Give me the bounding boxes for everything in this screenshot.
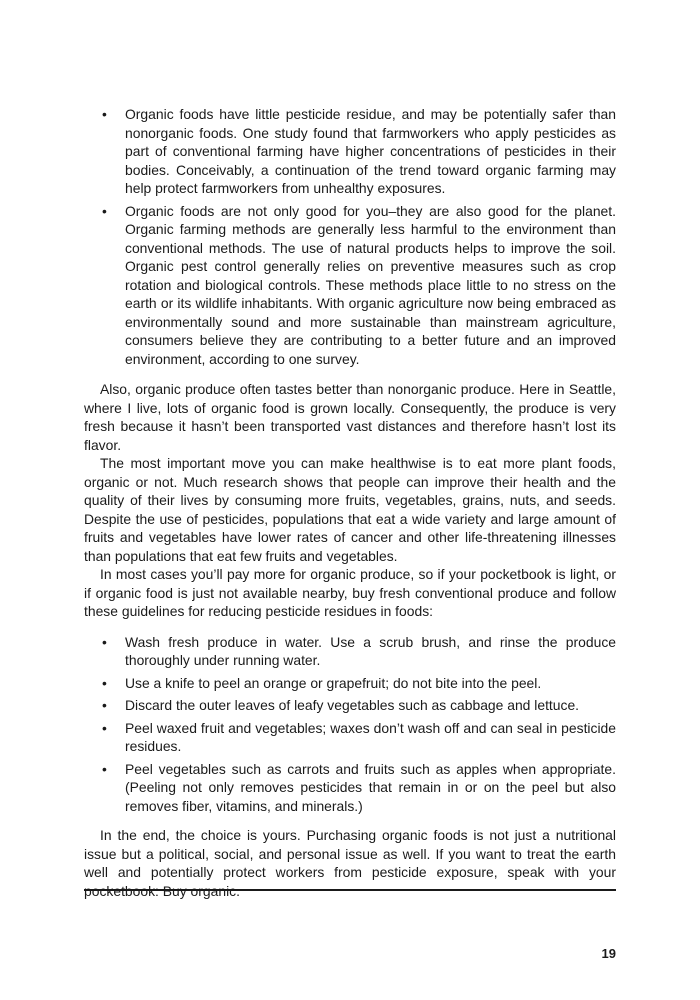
page-body xyxy=(84,105,616,900)
list-item-text: Peel waxed fruit and vegetables; waxes don’t wash off and can seal in pesticide residues. xyxy=(125,719,616,754)
list-item-text: Wash fresh produce in water. Use a scrub brush, and rinse the produce thoroughly under running water. xyxy=(125,633,616,668)
bullet-marker: • xyxy=(102,106,107,122)
list-item-text: Organic foods have little pesticide residue, and may be potentially safer than nonorganic foods. One study found that farmworkers who apply pesticides as part of conventional farming have higher concentrations of pesticides in their bodies. Conceivably, a continuation of the trend toward organic farming may help protect farmworkers from unhealthy exposures. xyxy=(125,106,616,196)
bullet-marker: • xyxy=(102,719,107,736)
list-item-text: Organic foods are not only good for you–they are also good for the planet. Organic farming methods are generally less harmful to the environment than conventional methods. The use of natural products helps to improve the soil. Organic pest control generally relies on preventive measures such as crop rotation and biological controls. These methods place little to no stress on the earth or its wildlife inhabitants. With organic agriculture now being embraced as environmentally sound and more sustainable than mainstream agriculture, consumers believe they are contributing to a better future and an improved environment, according to one survey. xyxy=(125,202,616,367)
list-item xyxy=(84,719,616,756)
bullet-marker: • xyxy=(102,760,107,777)
paragraph-closing: In the end, the choice is yours. Purchasing organic foods is not just a nutritional issue but a political, social, and personal issue as well. If you want to treat the earth well and potentially protect workers from pesticide exposure, speak with your pocketbook: Buy organic. xyxy=(84,827,616,899)
list-item xyxy=(84,105,616,198)
paragraph-plant-foods: The most important move you can make healthwise is to eat more plant foods, organic or not. Much research shows that people can improve their health and the quality of their lives by consuming more fruits, vegetables, grains, nuts, and seeds. Despite the use of pesticides, populations that eat a wide variety and large amount of fruits and vegetables have lower rates of cancer and other life-threatening illnesses than populations that eat few fruits and vegetables. xyxy=(84,455,616,564)
list-item xyxy=(84,760,616,816)
bullet-marker: • xyxy=(102,697,107,713)
bullet-marker: • xyxy=(102,202,107,219)
list-item xyxy=(84,696,616,715)
list-item-text: Use a knife to peel an orange or grapefruit; do not bite into the peel. xyxy=(125,674,542,691)
list-item xyxy=(84,674,616,693)
list-item-text: Discard the outer leaves of leafy vegetables such as cabbage and lettuce. xyxy=(125,697,580,713)
list-item xyxy=(84,202,616,369)
paragraph-taste: Also, organic produce often tastes better than nonorganic produce. Here in Seattle, where I live, lots of organic food is grown locally. Consequently, the produce is very fresh because it hasn’t been transported vast distances and therefore hasn’t lost its flavor. xyxy=(84,381,616,453)
paragraph-guidelines-intro: In most cases you’ll pay more for organic produce, so if your pocketbook is light, or if organic food is just not available nearby, buy fresh conventional produce and follow these guidelines for reducing pesticide residues in foods: xyxy=(84,566,616,619)
list-item xyxy=(84,633,616,670)
bullet-marker: • xyxy=(102,633,107,650)
list-item-text: Peel vegetables such as carrots and fruits such as apples when appropriate. (Peeling not only removes pesticides that remain in or on the peel but also removes fiber, vitamins, and minerals.) xyxy=(125,760,616,814)
section-divider xyxy=(84,889,616,891)
bullet-marker: • xyxy=(102,674,107,691)
guidelines-list xyxy=(84,633,616,816)
page-number: 19 xyxy=(601,946,616,961)
benefits-list xyxy=(84,105,616,368)
